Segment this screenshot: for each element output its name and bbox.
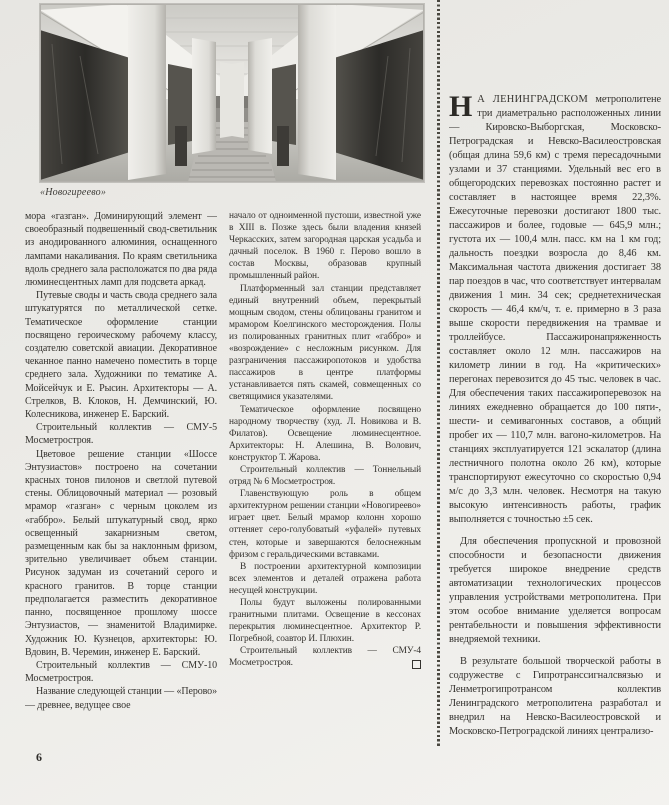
page-number: 6 [36,750,42,764]
paragraph [229,645,421,669]
left-column [25,210,217,752]
paragraph-text: метрополитене три диаметрально расположенных линии — Кировско-Выборгская, Московско-Петроградская и Невско-Василеостровская (общая длина 59,6 км) с тремя пересадочными узлами и 37 станциями. Удельный вес его в общегородских перевозках постоянно растет и составляет в настоящее время 22,3%. Ежесуточные перевозки достигают 1800 тыс. пассажиров и более, годовые — 645,9 млн.; густота их — 100,4 млн. пасс. км на 1 км год; дальность поездки возросла до 8,46 км. Максимальная частота движения достигает 38 пар поездов в час, что соответствует интервалам движения 1 мин. 34 сек; среднетехническая скорость — 46,4 км/ч, т. е. примерно в 3 раза выше скорости передвижения на трамвае и троллейбусе. Пассажиронапряженность составляет около 12 млн. пассажиров на километр линии в год. На «критических» перегонах перевозится до 45 тыс. человек в час. Для обеспечения таких пассажироперевозок на линиях ежедневно обращается до 100 пяти-, шести- и семивагонных составов, а общий пробег их — 110,7 млн. вагоно-километров. На станциях эксплуатируется 121 эскалатор (длина лестничного полотна около 26 км), которые транспортируют ежесуточно со скоростью 0,94 м/с до 3,3 млн. человек. Несмотря на такую высокую интенсивность работы, график выполняется с точностью ±5 сек. [449,94,661,525]
paragraph: Платформенный зал станции представляет единый внутренний объем, перекрытый мощным сводом, стены облицованы гранитом и мрамором Коелгинского месторождения. Полы из полированных гранитных плит «габбро» и «возрождение» с несложным рисунком. Для разграничения пассажиропотоков и удобства пассажиров в центре платформы устанавливается пять скамей, совмещенных со светящимися указателями. [229,283,421,403]
column-divider-rule [437,0,440,747]
drop-cap: Н [449,93,473,123]
end-of-article-icon [412,660,421,669]
paragraph: Путевые своды и часть свода среднего зала штукатурятся по металлической сетке. Тематическое оформление станции посвящено героическому рабочему классу, создателю советской авиации. Декоративное чеканное панно намечено поместить в торце среднего зала. Художники по тематике А. Мойсейчук и Е. Рысин. Архитекторы — А. Стрелков, В. Клоков, Н. Демчинский, Ю. Колесникова, инженер Е. Барский. [25,290,217,421]
metro-hall-illustration [40,4,424,182]
right-column [449,93,661,753]
paragraph: Строительный коллектив — СМУ-10 Мосметростроя. [25,659,217,685]
paragraph: Строительный коллектив — СМУ-5 Мосметростроя. [25,422,217,447]
paragraph: мора «газган». Доминирующий элемент — своеобразный подвешенный свод-светильник из анодированного алюминия, оснащенного лампами накаливания. По краям светильника вдоль среднего зала расположатся по два ряда люминесцентных ламп для подсвета аркад. [25,211,217,289]
paragraph: Полы будут выложены полированными гранитными плитами. Освещение в кессонах перекрытия люминесцентное. Архитектор Р. Погребной, соавтор И. Плюхин. [229,598,421,645]
article-lead-paragraph [449,93,661,527]
paragraph-text: Строительный коллектив — СМУ-4 Мосметростроя. [229,646,421,669]
paragraph: Для обеспечения пропускной и провозной способности и безопасности движения требуется широкое внедрение средств автоматизации технологических процессов управления устройствами метрополитена. При этом особое внимание уделяется вопросам рентабельности и повышения эффективности внедряемой техники. [449,536,661,645]
paragraph: Название следующей станции — «Перово» — древнее, ведущее свое [25,686,217,711]
station-photo [40,4,424,182]
lead-caps: А ЛЕНИНГРАДСКОМ [477,94,588,105]
paragraph: В построении архитектурной композиции всех элементов и деталей отражена работа несущей конструкции. [229,561,421,596]
paragraph: Тематическое оформление посвящено народному творчеству (худ. Л. Новикова и В. Филатов). Освещение люминесцентное. Архитекторы: Н. Алешина, В. Волович, конструктор Т. Жарова. [229,404,421,463]
paragraph: начало от одноименной пустоши, известной уже в XIII в. Позже здесь были владения князей Черкасских, затем загородная царская усадьба и дачный поселок. В 1960 г. Перово вошло в состав Москвы, образовав крупный промышленный район. [229,211,421,282]
middle-column [229,210,421,752]
paragraph: Строительный коллектив — Тоннельный отряд № 6 Мосметростроя. [229,464,421,488]
paragraph: Главенствующую роль в общем архитектурном решении станции «Новогиреево» играет цвет. Белый мрамор колонн хорошо оттеняет серо-голубоватый «уфалей» путевых стен, которые и завершаются белоснежным фризом с геральдическими вставками. [229,489,421,560]
paragraph: В результате большой творческой работы в содружестве с Гипротранссигналсвязью и Ленметрогипротрансом коллектив Ленинградского метрополитена разработал и внедрил на Невско-Василеостровской и Московско-Петроградской линиях централизо- [449,656,661,737]
paragraph: Цветовое решение станции «Шоссе Энтузиастов» построено на сочетании красных тонов пилонов и светлой путевой стены. Облицовочный материал — розовый мрамор «газган» с черным цоколем из «габбро». Белый штукатурный свод, ярко освещенный закарнизным светом, размещенным как бы за наклонным фризом, зрительно увеличивает объем станции. Рисунок задуман из сочетаний серого и красного гранитов. В торце станции предполагается разместить декоративное панно, посвященное прошлому шоссе Энтузиастов, — знаменитой Владимирке. Художник Ю. Кузнецов, архитекторы: Ю. Вдовин, В. Черемин, инженер Е. Барский. [25,448,217,658]
photo-caption: «Новогиреево» [40,187,107,198]
